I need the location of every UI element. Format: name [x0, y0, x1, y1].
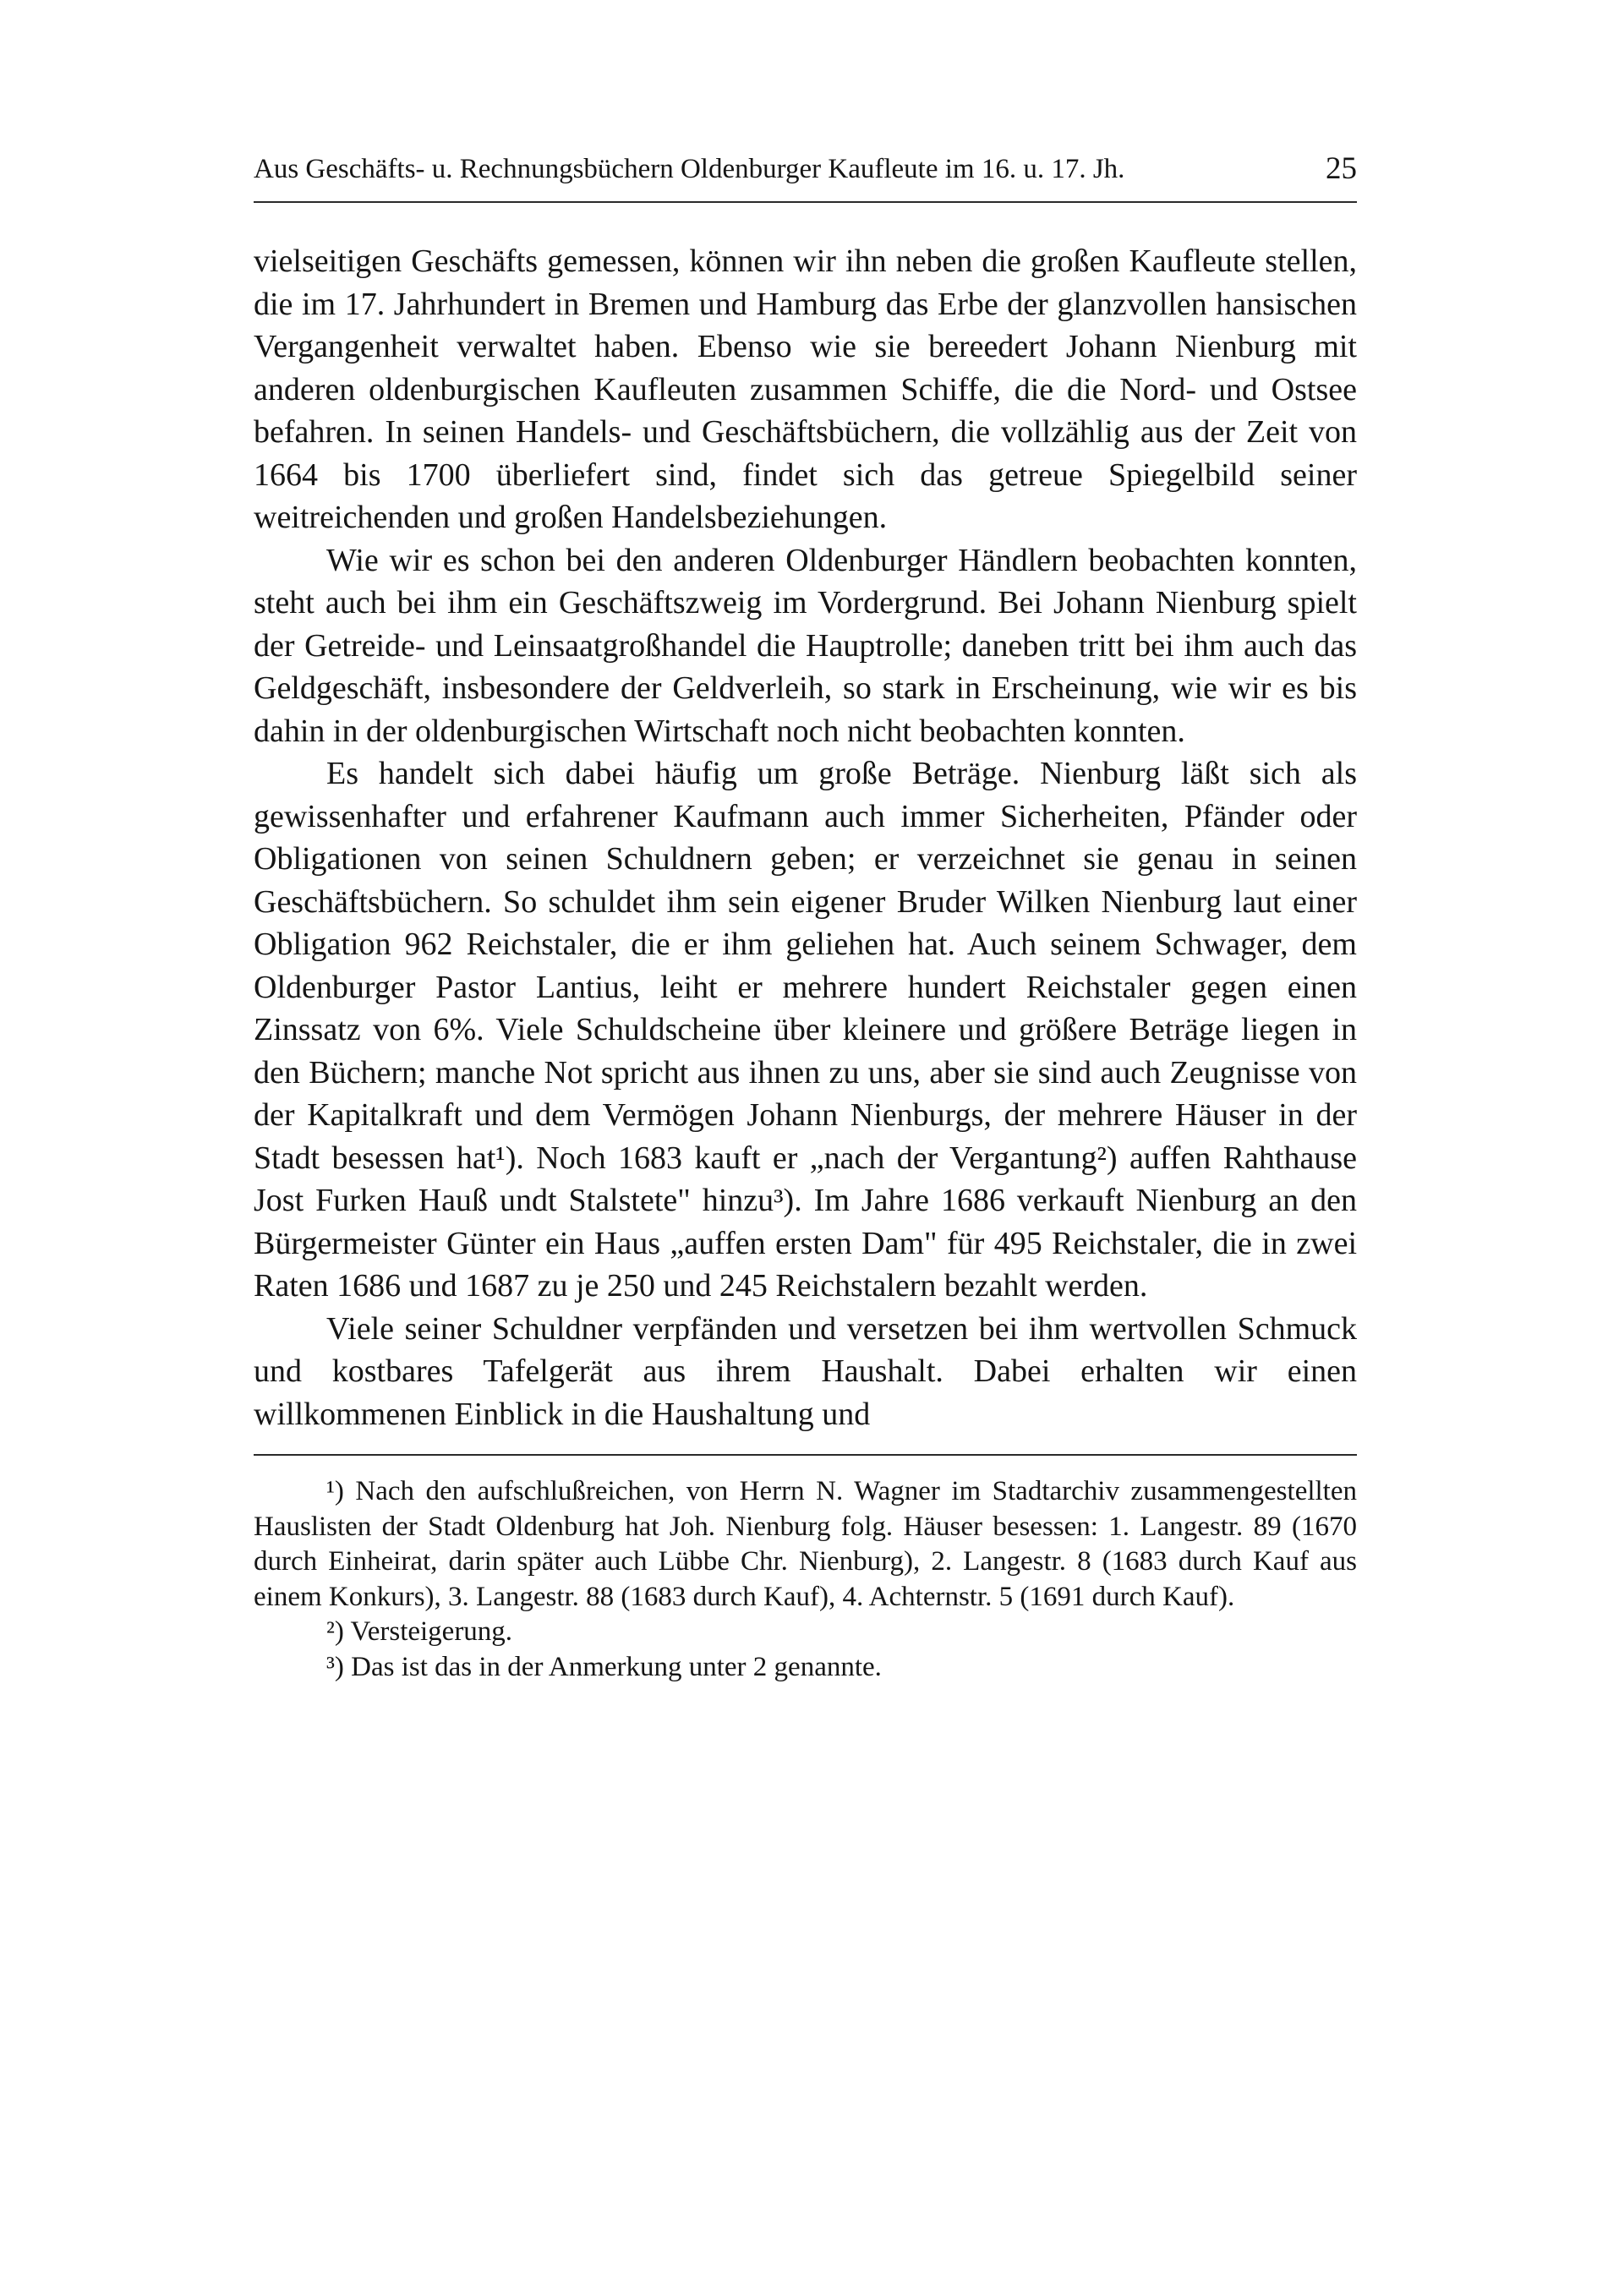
paragraph-3: Es handelt sich dabei häufig um große Beträge. Nienburg läßt sich als gewissenhafter und erfahrener Kaufmann auch immer Sicherheiten, Pfänder oder Obligationen von seinen Schuldnern geben; er verzeichnet sie genau in seinen Geschäftsbüchern. So schuldet ihm sein eigener Bruder Wilken Nienburg laut einer Obligation 962 Reichstaler, die er ihm geliehen hat. Auch seinem Schwager, dem Oldenburger Pastor Lantius, leiht er mehrere hundert Reichstaler gegen einen Zinssatz von 6%. Viele Schuldscheine über kleinere und größere Beträge liegen in den Büchern; manche Not spricht aus ihnen zu uns, aber sie sind auch Zeugnisse von der Kapitalkraft und dem Vermögen Johann Nienburgs, der mehrere Häuser in der Stadt besessen hat¹). Noch 1683 kauft er „nach der Vergantung²) auffen Rahthause Jost Furken Hauß undt Stalstete" hinzu³). Im Jahre 1686 verkauft Nienburg an den Bürgermeister Günter ein Haus „auffen ersten Dam" für 495 Reichstaler, die in zwei Raten 1686 und 1687 zu je 250 und 245 Reichstalern bezahlt werden. — [254, 756, 1357, 1304]
footnote-1: ¹) Nach den aufschlußreichen, von Herrn N. Wagner im Stadtarchiv zusammengestellten Hauslisten der Stadt Oldenburg hat Joh. Nienburg folg. Häuser besessen: 1. Langestr. 89 (1670 durch Einheirat, darin später auch Lübbe Chr. Nienburg), 2. Langestr. 8 (1683 durch Kauf aus einem Konkurs), 3. Langestr. 88 (1683 durch Kauf), 4. Achternstr. 5 (1691 durch Kauf). — [254, 1476, 1357, 1612]
page-number: 25 — [1326, 151, 1357, 186]
body-text — [254, 240, 1357, 1435]
footnote-2: ²) Versteigerung. — [326, 1616, 513, 1647]
footnotes — [254, 1474, 1357, 1685]
paragraph-2: Wie wir es schon bei den anderen Oldenburger Händlern beobachten konnten, steht auch bei ihm ein Geschäftszweig im Vordergrund. Bei Johann Nienburg spielt der Getreide- und Leinsaatgroßhandel die Hauptrolle; daneben tritt bei ihm auch das Geldgeschäft, insbesondere der Geldverleih, so stark in Erscheinung, wie wir es bis dahin in der oldenburgischen Wirtschaft noch nicht beobachten konnten. — [254, 542, 1357, 749]
running-title: Aus Geschäfts- u. Rechnungsbüchern Oldenburger Kaufleute im 16. u. 17. Jh. — [254, 154, 1125, 184]
page-header — [254, 144, 1357, 194]
header-rule — [254, 201, 1357, 203]
paragraph-4: Viele seiner Schuldner verpfänden und versetzen bei ihm wertvollen Schmuck und kostbares Tafelgerät aus ihrem Haushalt. Dabei erhalten wir einen willkommenen Einblick in die Haushaltung und — [254, 1310, 1357, 1432]
footnote-rule — [254, 1454, 1357, 1456]
paragraph-1: vielseitigen Geschäfts gemessen, können wir ihn neben die großen Kaufleute stellen, die im 17. Jahrhundert in Bremen und Hamburg das Erbe der glanzvollen hansischen Vergangenheit verwaltet haben. Ebenso wie sie bereedert Johann Nienburg mit anderen oldenburgischen Kaufleuten zusammen Schiffe, die die Nord- und Ostsee befahren. In seinen Handels- und Geschäftsbüchern, die vollzählig aus der Zeit von 1664 bis 1700 überliefert sind, findet sich das getreue Spiegelbild seiner weitreichenden und großen Handelsbeziehungen. — [254, 243, 1357, 535]
book-page — [254, 144, 1357, 1685]
footnote-3: ³) Das ist das in der Anmerkung unter 2 genannte. — [326, 1651, 882, 1682]
